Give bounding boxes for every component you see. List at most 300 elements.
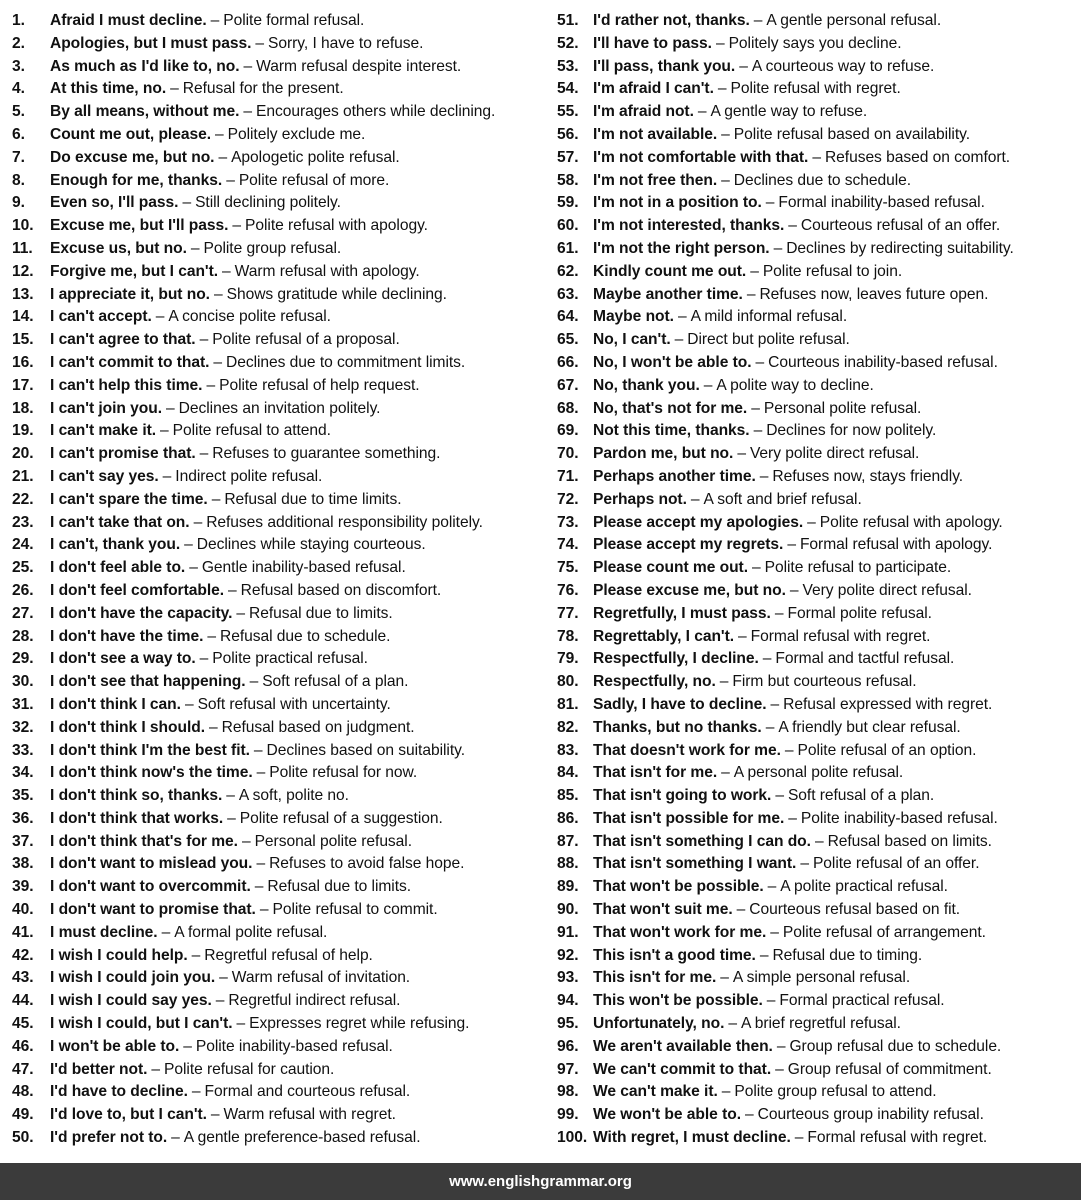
item-separator: –: [243, 103, 253, 121]
list-item: [12, 10, 553, 33]
item-phrase: Sadly, I have to decline.: [593, 695, 767, 713]
item-meaning: Formal refusal with apology.: [799, 536, 993, 554]
item-phrase: I don't want to overcommit.: [50, 878, 251, 896]
item-meaning: Encourages others while declining.: [256, 103, 496, 121]
item-number: 46.: [12, 1037, 34, 1055]
item-phrase: I'm afraid not.: [593, 103, 694, 121]
list-item: [12, 489, 553, 512]
list-item: [12, 694, 553, 717]
item-phrase: I'm not the right person.: [593, 239, 770, 257]
item-separator: –: [166, 399, 175, 417]
item-number: 2.: [12, 34, 25, 52]
item-phrase: I wish I could, but I can't.: [50, 1015, 233, 1033]
item-meaning: Refusal based on discomfort.: [240, 581, 442, 599]
item-phrase: As much as I'd like to, no.: [50, 57, 240, 75]
item-meaning: Politely exclude me.: [227, 125, 366, 143]
item-number: 43.: [12, 969, 34, 987]
item-meaning: A personal polite refusal.: [733, 764, 904, 782]
item-meaning: Very polite direct refusal.: [749, 445, 920, 463]
list-item: [12, 1127, 553, 1150]
item-separator: –: [715, 34, 725, 52]
item-meaning: Courteous refusal of an offer.: [800, 217, 1001, 235]
item-separator: –: [770, 695, 780, 713]
item-separator: –: [677, 308, 687, 326]
list-item: [557, 489, 1081, 512]
item-meaning: Refusal due to schedule.: [220, 627, 391, 645]
item-meaning: Formal practical refusal.: [779, 992, 945, 1010]
list-item: [12, 785, 553, 808]
item-phrase: I appreciate it, but no.: [50, 285, 210, 303]
item-phrase: That isn't going to work.: [593, 787, 772, 805]
item-separator: –: [228, 581, 237, 599]
item-separator: –: [218, 148, 228, 166]
item-meaning: Formal inability-based refusal.: [778, 194, 985, 212]
item-phrase: This isn't a good time.: [593, 946, 756, 964]
item-number: 77.: [557, 604, 579, 622]
item-number: 19.: [12, 422, 34, 440]
list-item: [12, 420, 553, 443]
item-phrase: By all means, without me.: [50, 103, 240, 121]
item-number: 88.: [557, 855, 579, 873]
list-item: [557, 557, 1081, 580]
list-item: [557, 1013, 1081, 1036]
item-separator: –: [209, 718, 218, 736]
item-separator: –: [776, 1037, 786, 1055]
item-meaning: Group refusal of commitment.: [787, 1060, 992, 1078]
item-meaning: Direct but polite refusal.: [687, 331, 850, 349]
item-meaning: A soft, polite no.: [238, 787, 349, 805]
item-meaning: Polite refusal for caution.: [164, 1060, 335, 1078]
item-separator: –: [213, 285, 223, 303]
item-meaning: Regretful indirect refusal.: [228, 992, 401, 1010]
item-separator: –: [199, 445, 209, 463]
list-item: [557, 626, 1081, 649]
item-number: 96.: [557, 1037, 579, 1055]
item-phrase: No, that's not for me.: [593, 399, 748, 417]
list-item: [12, 626, 553, 649]
item-phrase: Please count me out.: [593, 559, 748, 577]
list-item: [12, 284, 553, 307]
item-phrase: I can't spare the time.: [50, 490, 208, 508]
item-meaning: Soft refusal of a plan.: [262, 673, 409, 691]
list-item: [12, 1013, 553, 1036]
list-item: [12, 466, 553, 489]
list-item: [557, 306, 1081, 329]
list-item: [557, 375, 1081, 398]
item-meaning: Expresses regret while refusing.: [249, 1015, 470, 1033]
item-number: 26.: [12, 581, 34, 599]
list-item: [12, 808, 553, 831]
list-item: [557, 945, 1081, 968]
item-separator: –: [199, 650, 209, 668]
item-separator: –: [788, 217, 797, 235]
item-separator: –: [191, 946, 201, 964]
list-item: [12, 33, 553, 56]
item-meaning: Polite refusal with regret.: [730, 80, 901, 98]
item-meaning: Personal polite refusal.: [763, 399, 922, 417]
list-item: [12, 443, 553, 466]
item-separator: –: [762, 650, 772, 668]
phrase-column-right: [553, 10, 1081, 1150]
item-phrase: I don't think that's for me.: [50, 832, 238, 850]
item-number: 91.: [557, 923, 579, 941]
item-separator: –: [207, 627, 216, 645]
item-phrase: I'm not in a position to.: [593, 194, 762, 212]
item-meaning: Gentle inability-based refusal.: [201, 559, 406, 577]
item-separator: –: [744, 1106, 754, 1124]
item-meaning: Warm refusal with regret.: [223, 1106, 396, 1124]
item-meaning: Warm refusal with apology.: [234, 262, 420, 280]
item-meaning: Still declining politely.: [195, 194, 341, 212]
item-phrase: I don't feel able to.: [50, 559, 186, 577]
item-phrase: Please accept my apologies.: [593, 513, 804, 531]
item-meaning: A formal polite refusal.: [174, 923, 328, 941]
item-number: 22.: [12, 490, 34, 508]
item-separator: –: [256, 764, 266, 782]
item-phrase: I won't be able to.: [50, 1037, 180, 1055]
item-number: 49.: [12, 1106, 34, 1124]
item-meaning: Refuses now, stays friendly.: [772, 467, 964, 485]
item-number: 47.: [12, 1060, 34, 1078]
item-separator: –: [767, 878, 777, 896]
item-phrase: That won't be possible.: [593, 878, 764, 896]
item-number: 66.: [557, 353, 579, 371]
item-phrase: I don't think I'm the best fit.: [50, 741, 250, 759]
item-separator: –: [697, 103, 707, 121]
item-phrase: Apologies, but I must pass.: [50, 34, 252, 52]
item-separator: –: [721, 125, 730, 143]
item-phrase: No, I can't.: [593, 331, 671, 349]
list-item: [557, 398, 1081, 421]
list-item: [12, 352, 553, 375]
item-meaning: A simple personal refusal.: [732, 969, 911, 987]
list-item: [557, 170, 1081, 193]
list-item: [557, 990, 1081, 1013]
list-item: [12, 580, 553, 603]
item-number: 78.: [557, 627, 579, 645]
list-item: [557, 10, 1081, 33]
list-item: [557, 192, 1081, 215]
item-number: 87.: [557, 832, 579, 850]
item-separator: –: [259, 901, 269, 919]
list-item: [12, 899, 553, 922]
item-meaning: Polite refusal to join.: [762, 262, 903, 280]
item-phrase: Not this time, thanks.: [593, 422, 750, 440]
item-number: 89.: [557, 878, 579, 896]
item-number: 44.: [12, 992, 34, 1010]
item-phrase: Thanks, but no thanks.: [593, 718, 762, 736]
item-separator: –: [191, 1083, 201, 1101]
list-item: [557, 101, 1081, 124]
item-meaning: Refuses to avoid false hope.: [269, 855, 465, 873]
item-number: 41.: [12, 923, 34, 941]
item-meaning: Courteous inability-based refusal.: [768, 353, 998, 371]
item-number: 23.: [12, 513, 34, 531]
item-separator: –: [751, 559, 761, 577]
item-phrase: We aren't available then.: [593, 1037, 773, 1055]
list-item: [557, 329, 1081, 352]
item-number: 57.: [557, 148, 579, 166]
item-number: 50.: [12, 1129, 34, 1147]
item-meaning: Polite refusal to attend.: [172, 422, 331, 440]
item-separator: –: [161, 923, 171, 941]
item-separator: –: [789, 581, 799, 599]
list-item: [12, 124, 553, 147]
item-separator: –: [770, 923, 779, 941]
item-phrase: Maybe not.: [593, 308, 674, 326]
item-separator: –: [787, 536, 796, 554]
item-separator: –: [199, 331, 209, 349]
item-phrase: I don't want to promise that.: [50, 901, 256, 919]
item-phrase: Even so, I'll pass.: [50, 194, 179, 212]
list-item: [12, 534, 553, 557]
list-item: [557, 534, 1081, 557]
list-item: [557, 762, 1081, 785]
item-number: 63.: [557, 285, 579, 303]
item-phrase: Regretfully, I must pass.: [593, 604, 771, 622]
item-phrase: I can't agree to that.: [50, 331, 196, 349]
item-separator: –: [236, 604, 245, 622]
item-meaning: Refusal due to time limits.: [224, 490, 402, 508]
item-meaning: Shows gratitude while declining.: [226, 285, 447, 303]
list-item: [12, 306, 553, 329]
item-meaning: Polite refusal with apology.: [819, 513, 1003, 531]
item-meaning: Polite refusal of a proposal.: [212, 331, 400, 349]
item-phrase: I must decline.: [50, 923, 158, 941]
item-meaning: A gentle preference-based refusal.: [183, 1129, 421, 1147]
item-number: 30.: [12, 673, 34, 691]
item-separator: –: [184, 536, 193, 554]
item-separator: –: [775, 1060, 784, 1078]
list-item: [557, 785, 1081, 808]
item-phrase: I'd prefer not to.: [50, 1129, 168, 1147]
list-item: [12, 990, 553, 1013]
item-number: 74.: [557, 536, 579, 554]
item-number: 32.: [12, 718, 34, 736]
item-phrase: We won't be able to.: [593, 1106, 741, 1124]
list-item: [12, 78, 553, 101]
item-separator: –: [746, 285, 756, 303]
item-separator: –: [753, 12, 763, 29]
item-number: 39.: [12, 878, 34, 896]
item-phrase: I don't feel comfortable.: [50, 581, 225, 599]
list-item: [557, 967, 1081, 990]
item-number: 34.: [12, 764, 34, 782]
item-separator: –: [171, 1129, 180, 1147]
item-phrase: I'll have to pass.: [593, 34, 712, 52]
item-separator: –: [253, 741, 263, 759]
item-meaning: Polite practical refusal.: [212, 650, 368, 668]
list-item: [12, 215, 553, 238]
item-separator: –: [206, 376, 216, 394]
list-item: [12, 853, 553, 876]
item-number: 28.: [12, 627, 34, 645]
item-meaning: A gentle personal refusal.: [766, 12, 942, 29]
item-separator: –: [256, 855, 266, 873]
item-number: 82.: [557, 718, 579, 736]
list-item: [557, 215, 1081, 238]
item-phrase: Enough for me, thanks.: [50, 171, 223, 189]
item-phrase: With regret, I must decline.: [593, 1129, 791, 1147]
list-item: [557, 876, 1081, 899]
item-phrase: Please excuse me, but no.: [593, 581, 786, 599]
item-separator: –: [151, 1060, 161, 1078]
item-separator: –: [728, 1015, 737, 1033]
footer-url: www.englishgrammar.org: [449, 1173, 632, 1190]
list-item: [557, 922, 1081, 945]
item-separator: –: [800, 855, 809, 873]
list-item: [12, 1059, 553, 1082]
item-meaning: Firm but courteous refusal.: [732, 673, 917, 691]
item-phrase: Respectfully, I decline.: [593, 650, 759, 668]
list-item: [12, 922, 553, 945]
item-number: 83.: [557, 741, 579, 759]
list-item: [557, 580, 1081, 603]
item-separator: –: [211, 490, 221, 508]
item-number: 71.: [557, 467, 579, 485]
item-phrase: I can't take that on.: [50, 513, 190, 531]
item-separator: –: [736, 901, 746, 919]
item-number: 15.: [12, 331, 34, 349]
list-item: [12, 147, 553, 170]
item-phrase: Please accept my regrets.: [593, 536, 784, 554]
item-meaning: Refusal due to limits.: [267, 878, 412, 896]
item-number: 65.: [557, 331, 579, 349]
list-item: [12, 603, 553, 626]
item-phrase: That won't suit me.: [593, 901, 733, 919]
item-phrase: That isn't possible for me.: [593, 809, 785, 827]
item-separator: –: [674, 331, 684, 349]
list-item: [557, 238, 1081, 261]
item-phrase: I wish I could join you.: [50, 969, 216, 987]
item-meaning: Formal refusal with regret.: [750, 627, 931, 645]
item-phrase: Forgive me, but I can't.: [50, 262, 219, 280]
item-separator: –: [189, 559, 198, 577]
list-item: [557, 78, 1081, 101]
list-item: [557, 1081, 1081, 1104]
item-separator: –: [721, 1083, 731, 1101]
item-meaning: Polite refusal to commit.: [272, 901, 438, 919]
item-phrase: I'm not interested, thanks.: [593, 217, 785, 235]
item-meaning: Group refusal due to schedule.: [789, 1037, 1002, 1055]
item-number: 36.: [12, 809, 34, 827]
item-number: 48.: [12, 1083, 34, 1101]
item-meaning: Polite inability-based refusal.: [800, 809, 998, 827]
item-phrase: I don't think I can.: [50, 695, 181, 713]
list-item: [557, 899, 1081, 922]
item-number: 73.: [557, 513, 579, 531]
item-number: 20.: [12, 445, 34, 463]
list-item: [12, 671, 553, 694]
item-phrase: Excuse me, but I'll pass.: [50, 217, 229, 235]
item-separator: –: [721, 171, 730, 189]
list-item: [557, 512, 1081, 535]
list-item: [12, 876, 553, 899]
item-separator: –: [243, 57, 253, 75]
item-number: 94.: [557, 992, 579, 1010]
item-separator: –: [759, 946, 769, 964]
item-meaning: A brief regretful refusal.: [740, 1015, 901, 1033]
list-item: [12, 329, 553, 352]
item-meaning: Formal and courteous refusal.: [204, 1083, 411, 1101]
item-separator: –: [765, 718, 775, 736]
item-meaning: A gentle way to refuse.: [710, 103, 868, 121]
item-number: 29.: [12, 650, 34, 668]
list-item: [12, 261, 553, 284]
item-meaning: Polite refusal of a suggestion.: [239, 809, 443, 827]
item-meaning: Indirect polite refusal.: [175, 467, 323, 485]
item-number: 18.: [12, 399, 34, 417]
list-item: [557, 831, 1081, 854]
item-number: 13.: [12, 285, 34, 303]
item-meaning: Personal polite refusal.: [254, 832, 413, 850]
list-item: [12, 170, 553, 193]
item-number: 52.: [557, 34, 579, 52]
item-meaning: Polite refusal of arrangement.: [782, 923, 986, 941]
list-item: [557, 284, 1081, 307]
item-separator: –: [193, 513, 203, 531]
item-number: 8.: [12, 171, 25, 189]
item-separator: –: [759, 467, 769, 485]
item-separator: –: [210, 12, 220, 29]
item-separator: –: [249, 673, 259, 691]
list-item: [557, 671, 1081, 694]
item-number: 59.: [557, 194, 579, 212]
item-meaning: Declines an invitation politely.: [178, 399, 381, 417]
item-phrase: I don't think I should.: [50, 718, 206, 736]
item-number: 68.: [557, 399, 579, 417]
item-number: 21.: [12, 467, 34, 485]
item-phrase: We can't commit to that.: [593, 1060, 772, 1078]
item-number: 61.: [557, 239, 579, 257]
item-meaning: Politely says you decline.: [728, 34, 902, 52]
item-separator: –: [213, 353, 222, 371]
item-separator: –: [170, 80, 179, 98]
item-separator: –: [774, 604, 784, 622]
item-phrase: Afraid I must decline.: [50, 12, 207, 29]
item-meaning: Refusal expressed with regret.: [783, 695, 993, 713]
item-phrase: That isn't something I can do.: [593, 832, 811, 850]
item-phrase: I wish I could help.: [50, 946, 188, 964]
item-meaning: Declines by redirecting suitability.: [786, 239, 1014, 257]
item-phrase: Perhaps another time.: [593, 467, 756, 485]
item-number: 51.: [557, 12, 579, 29]
item-phrase: I don't think now's the time.: [50, 764, 253, 782]
item-meaning: Sorry, I have to refuse.: [268, 34, 424, 52]
item-phrase: I'd better not.: [50, 1060, 148, 1078]
list-item: [12, 101, 553, 124]
item-number: 67.: [557, 376, 579, 394]
item-meaning: Regretful refusal of help.: [204, 946, 373, 964]
item-meaning: Declines due to commitment limits.: [226, 353, 466, 371]
item-phrase: That isn't for me.: [593, 764, 718, 782]
item-separator: –: [226, 171, 235, 189]
item-meaning: Refuses to guarantee something.: [212, 445, 441, 463]
item-separator: –: [738, 627, 747, 645]
list-item: [12, 740, 553, 763]
item-number: 24.: [12, 536, 34, 554]
item-phrase: I'm not available.: [593, 125, 718, 143]
list-item: [12, 557, 553, 580]
item-separator: –: [721, 764, 730, 782]
item-meaning: Courteous group inability refusal.: [757, 1106, 984, 1124]
item-meaning: Refuses additional responsibility politely.: [206, 513, 483, 531]
item-separator: –: [160, 422, 169, 440]
item-number: 72.: [557, 490, 579, 508]
item-separator: –: [241, 832, 251, 850]
list-item: [557, 1059, 1081, 1082]
item-phrase: I'm not free then.: [593, 171, 718, 189]
